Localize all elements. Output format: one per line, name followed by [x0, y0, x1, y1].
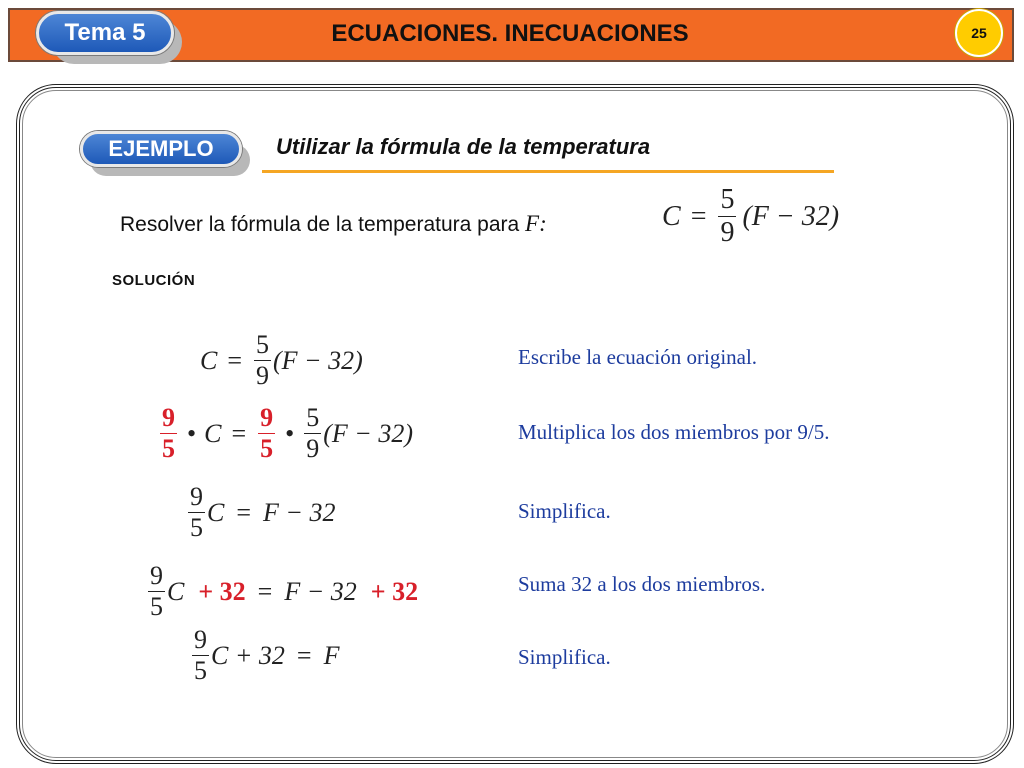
- step-2-red-fraction-left: [160, 405, 177, 462]
- step-1-description: Escribe la ecuación original.: [518, 345, 758, 369]
- ejemplo-badge: EJEMPLO: [80, 131, 242, 167]
- step-1-rhs: (F − 32): [273, 345, 363, 375]
- step-1-equation: [200, 332, 363, 389]
- step-2-red-denominator-2: 5: [260, 434, 274, 463]
- step-4-fraction: [148, 563, 165, 620]
- step-4-equation: [146, 563, 418, 620]
- step-2-denominator: 9: [306, 434, 320, 463]
- step-5-equation: [190, 627, 339, 684]
- step-5-rhs: F: [323, 640, 340, 670]
- step-3-rhs: F − 32: [263, 497, 336, 527]
- formula-rhs: (F − 32): [742, 200, 840, 232]
- step-2-description: Multiplica los dos miembros por 9/5.: [518, 420, 830, 444]
- step-3-description: Simplifica.: [518, 499, 611, 523]
- step-1-lhs: C: [200, 345, 218, 375]
- step-4-equals: =: [257, 576, 273, 606]
- step-4-numerator: 9: [150, 561, 163, 590]
- example-title-underline: [262, 170, 834, 173]
- page-title: ECUACIONES. INECUACIONES: [331, 20, 689, 47]
- step-4-add-left: + 32: [198, 576, 246, 606]
- step-4-lhs: C: [167, 576, 185, 606]
- step-4-add-right: + 32: [370, 576, 419, 606]
- step-2-equation: [158, 405, 413, 462]
- step-2-dot: •: [187, 418, 197, 448]
- step-3-numerator: 9: [190, 482, 203, 511]
- example-intro: [120, 211, 547, 237]
- temperature-formula: [662, 186, 839, 247]
- step-3-denominator: 5: [190, 513, 203, 542]
- formula-fraction: [718, 186, 736, 247]
- step-5-description: Simplifica.: [518, 645, 611, 669]
- step-4-denominator: 5: [150, 592, 163, 621]
- page-number-badge: 25: [955, 9, 1003, 57]
- step-1-equals: =: [227, 345, 243, 375]
- step-4-rhs: F − 32: [284, 576, 357, 606]
- step-3-lhs: C: [207, 497, 225, 527]
- step-1-numerator: 5: [256, 330, 270, 359]
- step-2-red-numerator-2: 9: [260, 403, 274, 432]
- step-5-numerator: 9: [194, 625, 207, 654]
- step-2-equals: =: [231, 418, 247, 448]
- step-5-fraction: [192, 627, 209, 684]
- step-5-lhs: C + 32: [211, 640, 285, 670]
- step-3-equals: =: [236, 497, 252, 527]
- formula-denominator: 9: [720, 217, 735, 248]
- solution-label: SOLUCIÓN: [112, 272, 196, 289]
- step-3-equation: [186, 484, 335, 541]
- intro-variable: F:: [525, 211, 547, 236]
- formula-lhs: C: [662, 200, 681, 232]
- step-1-denominator: 9: [256, 361, 270, 390]
- step-2-dot-2: •: [285, 418, 295, 448]
- example-title: Utilizar la fórmula de la temperatura: [276, 134, 651, 159]
- step-2-fraction: [304, 405, 321, 462]
- step-1-fraction: [254, 332, 271, 389]
- tema-badge: Tema 5: [36, 11, 174, 55]
- step-2-lhs: C: [204, 418, 222, 448]
- intro-text: Resolver la fórmula de la temperatura para: [120, 213, 526, 236]
- step-3-fraction: [188, 484, 205, 541]
- step-5-equals: =: [296, 640, 312, 670]
- step-5-denominator: 5: [194, 656, 207, 685]
- step-4-description: Suma 32 a los dos miembros.: [518, 572, 766, 596]
- step-2-numerator: 5: [306, 403, 320, 432]
- step-2-red-fraction-right: [258, 405, 275, 462]
- formula-numerator: 5: [720, 184, 735, 215]
- step-2-red-numerator: 9: [162, 403, 175, 432]
- formula-equals: =: [690, 200, 707, 232]
- step-2-red-denominator: 5: [162, 434, 175, 463]
- step-2-rhs: (F − 32): [323, 418, 413, 448]
